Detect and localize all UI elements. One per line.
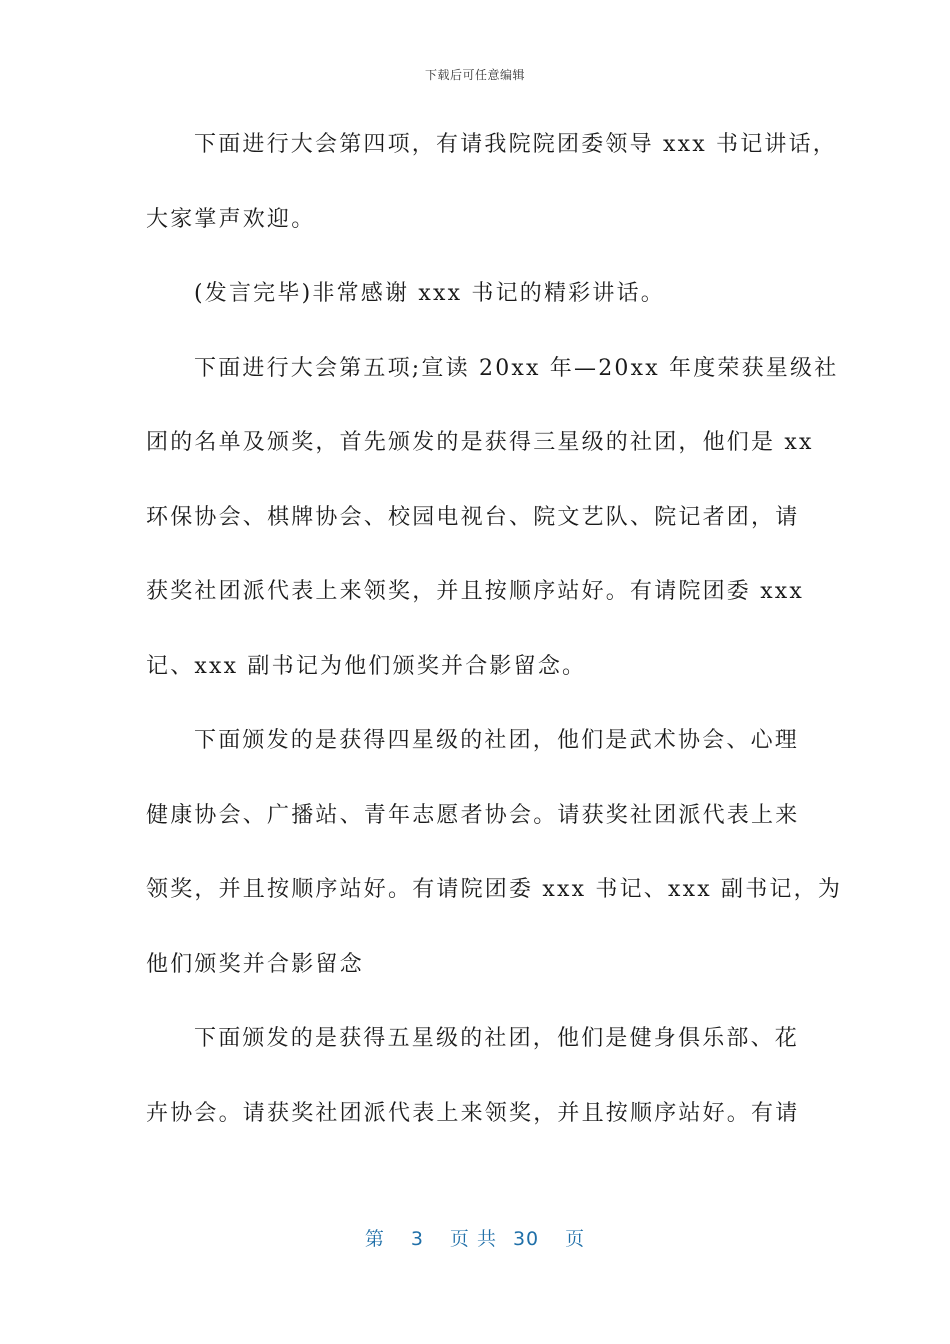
text-line: (发言完毕)非常感谢 xxx 书记的精彩讲话。 (194, 281, 665, 306)
total-page-count: 30 (512, 1228, 540, 1250)
footer-suffix: 页 (565, 1228, 586, 1250)
page-number-footer (0, 1224, 950, 1251)
text-line: 下面进行大会第五项;宣读 20xx 年—20xx 年度荣获星级社 (194, 355, 839, 381)
footer-middle: 页 共 (449, 1228, 497, 1250)
text-line: 环保协会、棋牌协会、校园电视台、院文艺队、院记者团，请 (146, 504, 800, 530)
text-line: 下面颁发的是获得五星级的社团，他们是健身俱乐部、花 (194, 1026, 800, 1051)
current-page-number: 3 (410, 1228, 424, 1250)
text-line: 下面进行大会第四项，有请我院院团委领导 xxx 书记讲话， (194, 132, 838, 157)
text-line: 获奖社团派代表上来领奖，并且按顺序站好。有请院团委 xxx (146, 579, 805, 604)
page-header-note: 下载后可任意编辑 (424, 68, 525, 82)
text-line: 领奖，并且按顺序站好。有请院团委 xxx 书记、xxx 副书记，为 (146, 877, 843, 902)
footer-prefix: 第 (364, 1228, 385, 1250)
text-line: 团的名单及颁奖，首先颁发的是获得三星级的社团，他们是 xx (146, 430, 814, 455)
document-body (146, 108, 843, 1151)
text-line: 记、xxx 副书记为他们颁奖并合影留念。 (146, 653, 587, 679)
text-line: 健康协会、广播站、青年志愿者协会。请获奖社团派代表上来 (146, 802, 800, 828)
text-line: 卉协会。请获奖社团派代表上来领奖，并且按顺序站好。有请 (146, 1100, 800, 1126)
text-line: 他们颁奖并合影留念 (146, 951, 364, 977)
text-line: 大家掌声欢迎。 (146, 206, 316, 232)
text-line: 下面颁发的是获得四星级的社团，他们是武术协会、心理 (194, 728, 800, 753)
